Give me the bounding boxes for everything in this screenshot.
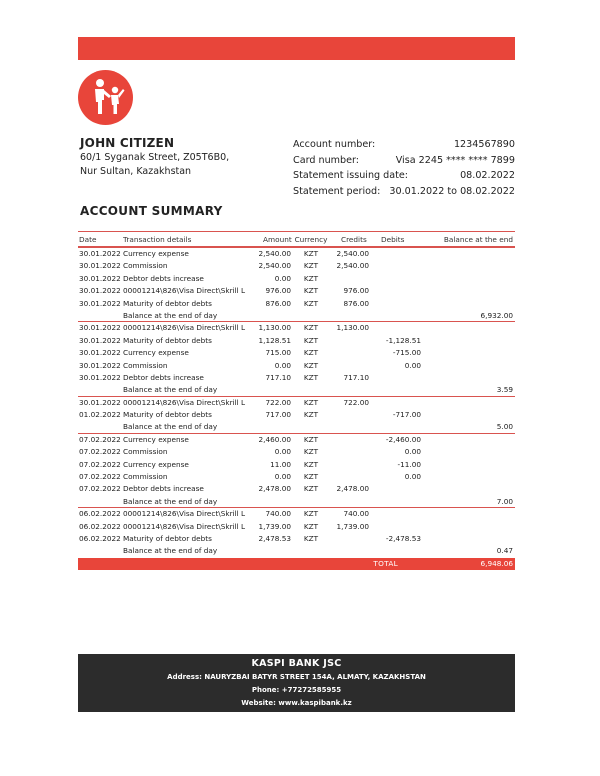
cell-details: Maturity of debtor debts [123,410,212,420]
table-row [78,446,515,458]
cell-amount: 717.00 [265,410,291,420]
cell-amount: 715.00 [265,348,291,358]
header-balance: Balance at the end [443,235,513,244]
cell-amount: 0.00 [274,447,291,457]
cell-currency: KZT [303,372,319,382]
cell-date: 06.02.2022 [79,509,121,519]
header-accent-bar [78,37,515,60]
cell-credits [331,360,369,372]
cell-details: Commission [123,472,168,482]
cell-debits: 0.00 [404,360,421,370]
cell-amount: 0.00 [274,360,291,370]
cell-balance [421,335,515,347]
header-date: Date [79,235,97,244]
card-number-label: Card number: [293,154,359,166]
cell-debits [369,372,421,384]
cell-details: Currency expense [123,249,189,258]
cell-currency: KZT [303,261,319,271]
cell-details: Currency expense [123,459,189,469]
balance-row [78,421,515,433]
cell-balance [421,459,515,471]
cell-date: 07.02.2022 [79,459,121,469]
cell-debits: -11.00 [397,459,421,469]
cell-details: 00001214\826\Visa Direct\Skrill L [123,323,246,333]
cell-details: Debtor debts increase [123,484,204,494]
cell-balance [421,471,515,483]
cell-amount: 2,478.00 [258,484,291,494]
cell-credits [331,273,369,285]
header-credits: Credits [341,235,367,244]
cell-details: Commission [123,447,168,457]
total-label: TOTAL [373,558,398,568]
cell-details: Balance at the end of day [123,546,218,556]
cell-currency: KZT [303,348,319,358]
cell-date: 30.01.2022 [79,360,121,370]
cell-date: 01.02.2022 [79,410,121,420]
cell-debits: -2,460.00 [385,434,421,444]
cell-balance [421,508,515,520]
cell-balance: 3.59 [496,385,513,395]
cell-amount: 876.00 [265,298,291,308]
total-row [78,558,515,570]
cell-credits [331,310,369,321]
table-row [78,471,515,483]
cell-currency: KZT [303,249,319,258]
cell-date: 30.01.2022 [79,249,121,258]
cell-amount [251,310,291,321]
cell-currency: KZT [303,533,319,543]
cell-debits [369,273,421,285]
cell-debits [369,285,421,297]
cell-debits [369,298,421,310]
cell-balance [421,483,515,495]
customer-address-line1: 60/1 Syganak Street, Z05T6B0, [80,152,230,163]
cell-currency: KZT [303,286,319,296]
cell-details: Maturity of debtor debts [123,533,212,543]
cell-date: 30.01.2022 [79,348,121,358]
cell-details: 00001214\826\Visa Direct\Skrill L [123,509,246,519]
cell-credits: 722.00 [343,397,369,407]
cell-credits: 1,739.00 [336,521,369,531]
cell-debits [369,384,421,395]
cell-balance [421,521,515,533]
summary-title: ACCOUNT SUMMARY [80,204,223,218]
cell-balance [421,533,515,545]
table-body [78,248,515,558]
table-row [78,322,515,334]
cell-amount [251,545,291,557]
cell-details: Balance at the end of day [123,310,218,320]
table-row [78,273,515,285]
table-row [78,521,515,533]
cell-currency: KZT [303,459,319,469]
balance-row [78,384,515,396]
cell-details: 00001214\826\Visa Direct\Skrill L [123,397,246,407]
cell-debits: -1,128.51 [385,335,421,345]
table-row [78,459,515,471]
cell-debits [369,397,421,409]
cell-credits [331,446,369,458]
cell-credits [331,384,369,395]
table-row [78,533,515,545]
table-row [78,483,515,495]
cell-debits [369,310,421,321]
table-row [78,409,515,421]
cell-credits [331,533,369,545]
cell-balance [421,248,515,260]
cell-date [78,310,123,321]
cell-amount: 2,460.00 [258,434,291,444]
cell-date: 07.02.2022 [79,484,121,494]
cell-details: 00001214\826\Visa Direct\Skrill L [123,521,246,531]
cell-date [78,545,123,557]
issue-date-label: Statement issuing date: [293,170,409,181]
cell-credits [331,459,369,471]
table-row [78,397,515,409]
cell-amount [251,496,291,507]
cell-debits [369,521,421,533]
table-row [78,508,515,520]
cell-currency [291,310,331,321]
header-amount: Amount [263,235,292,244]
cell-amount: 1,130.00 [258,323,291,333]
cell-details: Balance at the end of day [123,422,218,432]
cell-credits [331,347,369,359]
account-number-value: 1234567890 [453,139,515,150]
cell-debits: -2,478.53 [385,533,421,543]
statement-period-label: Statement period: [293,185,381,197]
cell-amount: 1,739.00 [258,521,291,531]
cell-date: 30.01.2022 [79,261,121,271]
cell-currency [291,384,331,395]
table-header [78,232,515,248]
cell-date: 30.01.2022 [79,397,121,407]
cell-credits [331,409,369,421]
cell-amount: 2,540.00 [258,249,291,258]
cell-details: Maturity of debtor debts [123,335,212,345]
cell-balance [421,285,515,297]
cell-currency [291,421,331,432]
account-number-label: Account number: [293,139,376,150]
cell-details: Commission [123,360,168,370]
footer [78,654,515,712]
cell-credits [331,421,369,432]
cell-credits: 717.10 [343,372,369,382]
cell-amount [251,421,291,432]
cell-balance [421,434,515,446]
cell-debits [369,322,421,334]
cell-details: Currency expense [123,348,189,358]
cell-credits: 976.00 [343,286,369,296]
cell-date: 30.01.2022 [79,286,121,296]
cell-credits: 740.00 [343,509,369,519]
cell-date [78,421,123,432]
cell-details: Balance at the end of day [123,496,218,506]
table-row [78,434,515,446]
cell-currency: KZT [303,397,319,407]
cell-details: Currency expense [123,434,189,444]
cell-balance [421,260,515,272]
cell-debits [369,483,421,495]
cell-debits: -715.00 [392,348,421,358]
cell-amount: 2,540.00 [258,261,291,271]
cell-amount [251,384,291,395]
cell-debits [369,421,421,432]
cell-currency: KZT [303,509,319,519]
cell-credits: 2,540.00 [336,261,369,271]
cell-balance [421,298,515,310]
cell-amount: 1,128.51 [258,335,291,345]
cell-details: Debtor debts increase [123,273,204,283]
cell-date [78,384,123,395]
cell-credits [331,434,369,446]
table-row [78,335,515,347]
balance-row [78,545,515,557]
cell-currency: KZT [303,323,319,333]
cell-balance: 0.47 [496,546,513,556]
cell-currency: KZT [303,484,319,494]
balance-row [78,496,515,508]
cell-date: 07.02.2022 [79,447,121,457]
header-debits: Debits [381,235,405,244]
cell-amount: 740.00 [265,509,291,519]
cell-amount: 976.00 [265,286,291,296]
cell-balance [421,397,515,409]
cell-amount: 2,478.53 [258,533,291,543]
cell-balance [421,273,515,285]
header-details: Transaction details [123,235,192,244]
cell-currency: KZT [303,298,319,308]
cell-credits: 1,130.00 [336,323,369,333]
cell-details: Balance at the end of day [123,385,218,395]
cell-date: 30.01.2022 [79,372,121,382]
footer-bank-name: KASPI BANK JSC [251,658,342,669]
cell-balance [421,409,515,421]
cell-credits [331,335,369,347]
cell-details: 00001214\826\Visa Direct\Skrill L [123,286,246,296]
cell-currency [291,545,331,557]
cell-currency: KZT [303,273,319,283]
cell-amount: 0.00 [274,273,291,283]
balance-row [78,310,515,322]
table-row [78,260,515,272]
cell-debits [369,260,421,272]
cell-details: Maturity of debtor debts [123,298,212,308]
footer-website: Website: www.kaspibank.kz [241,699,352,707]
cell-currency: KZT [303,472,319,482]
cell-currency: KZT [303,447,319,457]
cell-date: 06.02.2022 [79,533,121,543]
cell-debits: -717.00 [392,410,421,420]
cell-debits [369,496,421,507]
cell-credits [331,496,369,507]
cell-currency: KZT [303,521,319,531]
cell-balance: 6,932.00 [480,310,513,320]
footer-address: Address: NAURYZBAI BATYR STREET 154A, ALMATY, KAZAKHSTAN [167,673,426,681]
cell-balance [421,372,515,384]
cell-amount: 717.10 [265,372,291,382]
cell-date: 30.01.2022 [79,298,121,308]
cell-currency: KZT [303,410,319,420]
table-row [78,372,515,384]
account-info [293,137,515,199]
customer-address-line2: Nur Sultan, Kazakhstan [80,166,192,177]
table-row [78,298,515,310]
issue-date-value: 08.02.2022 [460,170,515,181]
cell-date: 30.01.2022 [79,335,121,345]
cell-balance [421,360,515,372]
cell-balance [421,322,515,334]
cell-debits: 0.00 [404,447,421,457]
table-row [78,248,515,260]
customer-block [80,135,270,179]
cell-currency [291,496,331,507]
cell-amount: 11.00 [270,459,291,469]
cell-credits [331,471,369,483]
footer-phone: Phone: +77272585955 [251,686,342,694]
cell-balance [421,347,515,359]
cell-amount: 722.00 [265,397,291,407]
cell-details: Commission [123,261,168,271]
cell-date [78,496,123,507]
cell-date: 07.02.2022 [79,434,121,444]
table-row [78,360,515,372]
cell-debits: 0.00 [404,472,421,482]
cell-amount: 0.00 [274,472,291,482]
cell-balance: 5.00 [496,422,513,432]
cell-credits: 2,478.00 [336,484,369,494]
cell-credits [331,545,369,557]
cell-debits [369,545,421,557]
cell-date: 30.01.2022 [79,273,121,283]
cell-currency: KZT [303,335,319,345]
statement-period-value: 30.01.2022 to 08.02.2022 [389,185,515,197]
cell-details: Debtor debts increase [123,372,204,382]
cell-credits: 876.00 [343,298,369,308]
customer-name: JOHN CITIZEN [80,136,175,150]
cell-currency: KZT [303,434,319,444]
transactions-table [78,231,515,570]
cell-credits: 2,540.00 [336,249,369,258]
total-value: 6,948.06 [480,558,513,568]
header-currency: Currency [294,235,328,244]
cell-balance: 7.00 [496,496,513,506]
cell-date: 07.02.2022 [79,472,121,482]
table-row [78,285,515,297]
cell-date: 30.01.2022 [79,323,121,333]
cell-debits [369,508,421,520]
card-number-value: Visa 2245 **** **** 7899 [395,154,515,166]
cell-currency: KZT [303,360,319,370]
cell-date: 06.02.2022 [79,521,121,531]
cell-debits [369,248,421,260]
table-row [78,347,515,359]
bank-logo-icon [78,70,133,125]
cell-balance [421,446,515,458]
